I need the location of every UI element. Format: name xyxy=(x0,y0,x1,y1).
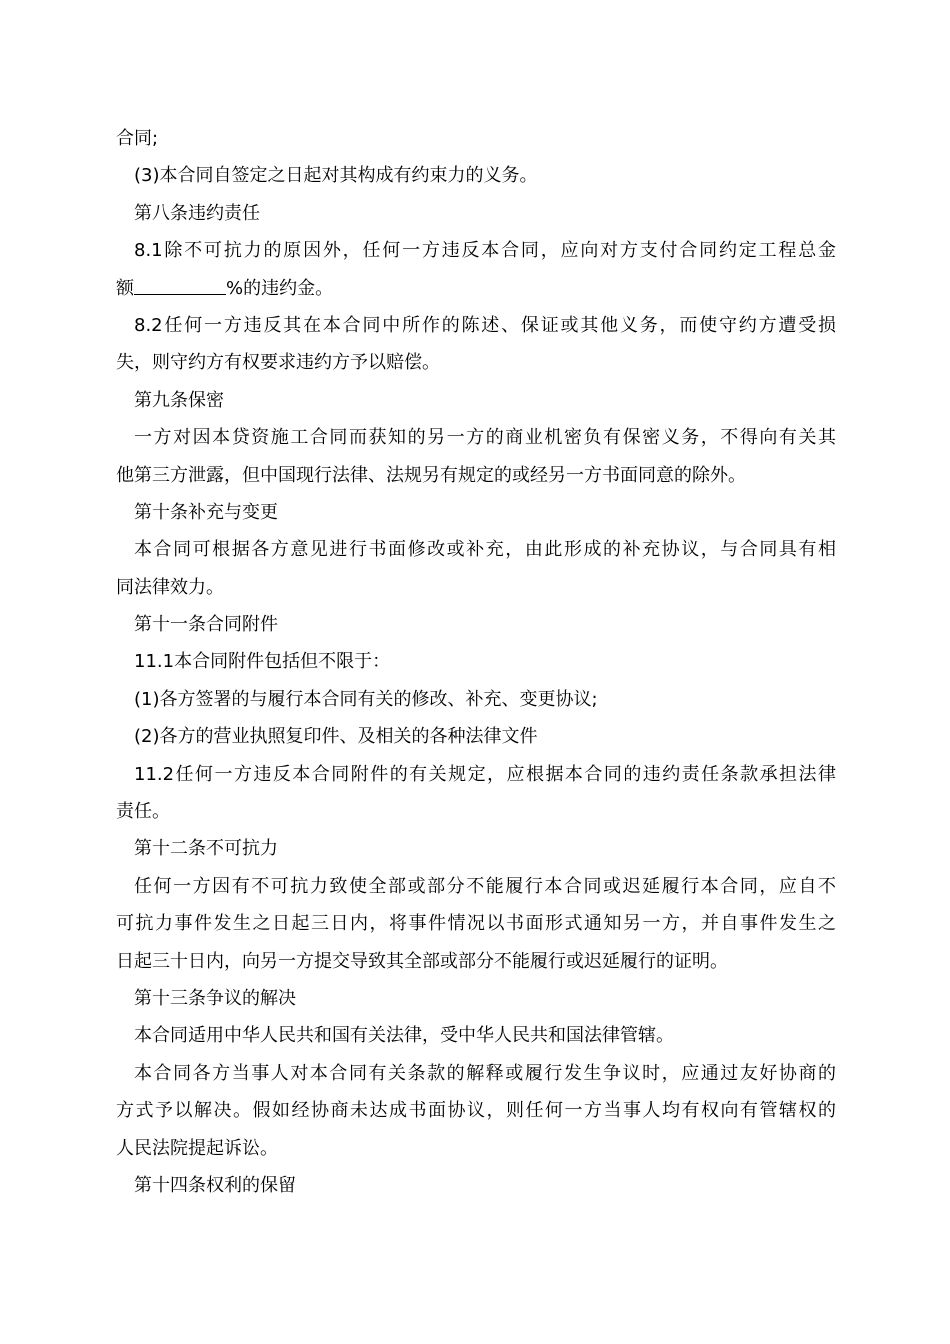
document-body xyxy=(116,120,836,1204)
clause-item: 11.1本合同附件包括但不限于： xyxy=(134,651,391,673)
clause-item: (3)本合同自签定之日起对其构成有约束力的义务。 xyxy=(134,165,538,187)
paragraph-line: 本合同适用中华人民共和国有关法律，受中华人民共和国法律管辖。 xyxy=(134,1025,674,1047)
paragraph-line: 8.1除不可抗力的原因外，任何一方违反本合同，应向对方支付合同约定工程总金 xyxy=(134,240,836,262)
paragraph-line: 人民法院提起诉讼。 xyxy=(116,1137,278,1159)
paragraph-line-with-blank xyxy=(116,270,836,307)
text-line: 合同; xyxy=(116,128,159,149)
clause-item: (1)各方签署的与履行本合同有关的修改、补充、变更协议; xyxy=(134,688,598,710)
paragraph-line: 一方对因本贷资施工合同而获知的另一方的商业机密负有保密义务，不得向有关其 xyxy=(134,427,836,449)
section-heading: 第十三条争议的解决 xyxy=(134,987,296,1009)
text-fragment: 额 xyxy=(116,277,134,299)
paragraph-line: 本合同各方当事人对本合同有关条款的解释或履行发生争议时，应通过友好协商的 xyxy=(134,1062,836,1084)
paragraph-line: 他第三方泄露，但中国现行法律、法规另有规定的或经另一方书面同意的除外。 xyxy=(116,464,746,486)
fill-in-blank xyxy=(134,278,226,295)
section-heading: 第十二条不可抗力 xyxy=(134,838,278,860)
paragraph-line: 失，则守约方有权要求违约方予以赔偿。 xyxy=(116,352,440,374)
paragraph-line: 11.2任何一方违反本合同附件的有关规定，应根据本合同的违约责任条款承担法律 xyxy=(134,763,836,785)
paragraph-line: 同法律效力。 xyxy=(116,576,224,598)
paragraph-line: 责任。 xyxy=(116,801,170,823)
paragraph-line: 日起三十日内，向另一方提交导致其全部或部分不能履行或迟延履行的证明。 xyxy=(116,950,728,972)
paragraph-line: 方式予以解决。假如经协商未达成书面协议，则任何一方当事人均有权向有管辖权的 xyxy=(116,1100,836,1122)
section-heading: 第八条违约责任 xyxy=(134,202,260,224)
paragraph-line: 本合同可根据各方意见进行书面修改或补充，由此形成的补充协议，与合同具有相 xyxy=(134,539,836,561)
paragraph-line: 任何一方因有不可抗力致使全部或部分不能履行本合同或迟延履行本合同，应自不 xyxy=(134,875,836,897)
paragraph-line: 8.2任何一方违反其在本合同中所作的陈述、保证或其他义务，而使守约方遭受损 xyxy=(134,314,836,336)
section-heading: 第十四条权利的保留 xyxy=(134,1174,296,1196)
clause-item: (2)各方的营业执照复印件、及相关的各种法律文件 xyxy=(134,726,538,748)
paragraph-line: 可抗力事件发生之日起三日内，将事件情况以书面形式通知另一方，并自事件发生之 xyxy=(116,913,836,935)
section-heading: 第十条补充与变更 xyxy=(134,501,278,523)
section-heading: 第九条保密 xyxy=(134,389,224,411)
text-fragment: %的违约金。 xyxy=(226,277,334,299)
section-heading: 第十一条合同附件 xyxy=(134,614,278,636)
